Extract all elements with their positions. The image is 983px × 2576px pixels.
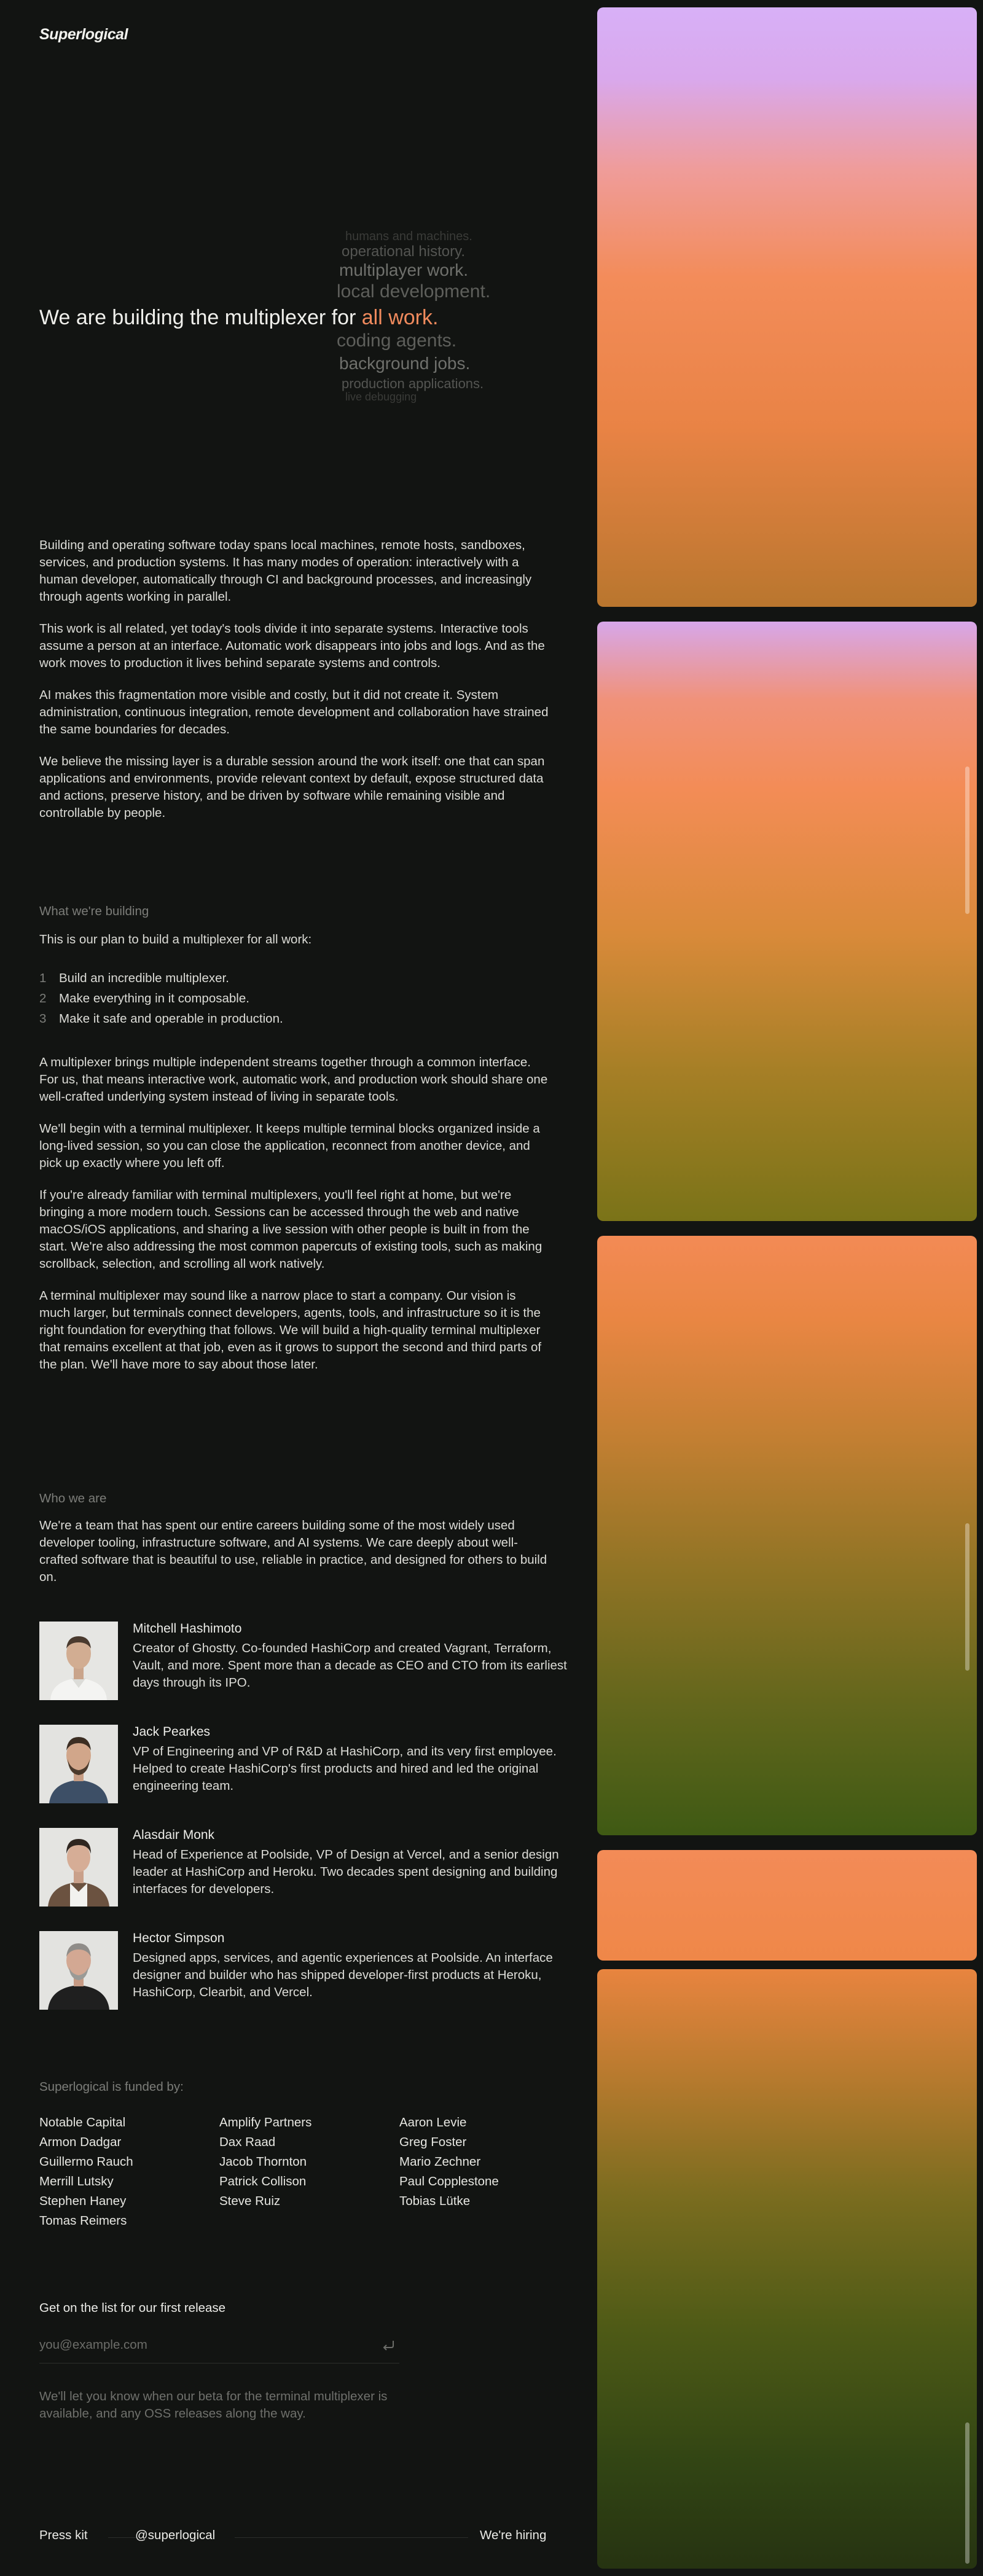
- building-lead: [39, 931, 549, 963]
- team-lead-text: We're a team that has spent our entire careers building some of the most widely used developer tooling, infrastructure software, and AI systems. We care deeply about well-crafted software that is beautiful to use, reliable in practice, and designed for others to build on.: [39, 1518, 547, 1584]
- funder-name: Armon Dadgar: [39, 2135, 122, 2149]
- rolling-word: background jobs.: [339, 354, 471, 373]
- member-bio: Head of Experience at Poolside, VP of Design at Vercel, and a senior design leader at HashiCorp and Heroku. Two decades spent designing and building interfaces for developers.: [133, 1848, 559, 1896]
- intro-paragraph: AI makes this fragmentation more visible and costly, but it did not create it. System administration, continuous integration, remote development and collaboration have strained the same boundaries for decades.: [39, 688, 549, 736]
- funder-name: Patrick Collison: [219, 2174, 307, 2188]
- rolling-word: live debugging: [345, 391, 417, 403]
- gradient-panels: [597, 0, 983, 2576]
- funder-name: Mario Zechner: [399, 2155, 481, 2169]
- team-member: [39, 1931, 553, 2011]
- funder-name: Paul Copplestone: [399, 2174, 499, 2188]
- building-paragraph: If you're already familiar with terminal multiplexers, you'll feel right at home, but we're bringing a more modern touch. Sessions can be accessed through the web and native macOS/iOS applications, and sharing a live session with other people is built in from the start. We're also addressing the most common papercuts of existing tools, such as making scrollback, selection, and scrolling all work natively.: [39, 1188, 542, 1271]
- member-bio: Creator of Ghostty. Co-founded HashiCorp and created Vagrant, Terraform, Vault, and more. Spent more than a decade as CEO and CTO from its earliest days through its IPO.: [133, 1641, 567, 1690]
- funder-name: Steve Ruiz: [219, 2194, 281, 2208]
- building-text: [39, 1054, 549, 1388]
- team-member: [39, 1828, 559, 1908]
- gradient-panel: [597, 1850, 977, 1961]
- portrait-photo: [39, 1931, 118, 2010]
- plan-item: [39, 968, 283, 988]
- team-lead: [39, 1517, 549, 1601]
- signup-form: [39, 2332, 399, 2363]
- rolling-word: operational history.: [342, 243, 465, 260]
- portrait-photo: [39, 1622, 118, 1700]
- funder-name: Tomas Reimers: [39, 2214, 127, 2228]
- funder-name: Stephen Haney: [39, 2194, 127, 2208]
- plan-item-text: Make it safe and operable in production.: [59, 1012, 283, 1026]
- press-kit-link[interactable]: Press kit: [39, 2528, 88, 2542]
- hiring-link[interactable]: We're hiring: [480, 2528, 547, 2542]
- intro-text: [39, 537, 549, 837]
- rolling-word: multiplayer work.: [339, 260, 469, 279]
- member-name: Jack Pearkes: [133, 1725, 211, 1739]
- funder-name: Tobias Lütke: [399, 2194, 471, 2208]
- funder-name: Greg Foster: [399, 2135, 467, 2149]
- team-label: Who we are: [39, 1491, 107, 1505]
- panel-scrollbar[interactable]: [965, 2422, 969, 2564]
- plan-item-number: 1: [39, 971, 47, 985]
- gradient-panel[interactable]: [597, 1969, 977, 2569]
- building-lead-text: This is our plan to build a multiplexer for all work:: [39, 932, 312, 946]
- building-paragraph: A multiplexer brings multiple independent streams together through a common interface. For us, that means interactive work, automatic work, and production work should share one well-crafted underlying system instead of living in separate tools.: [39, 1055, 548, 1104]
- funder-name: Notable Capital: [39, 2115, 126, 2129]
- plan-item-text: Build an incredible multiplexer.: [59, 971, 229, 985]
- email-input[interactable]: [39, 2333, 371, 2357]
- member-name: Hector Simpson: [133, 1931, 225, 1945]
- plan-item: [39, 988, 283, 1009]
- funders-column: [219, 2113, 391, 2211]
- plan-item-text: Make everything in it composable.: [59, 991, 249, 1005]
- funder-name: Merrill Lutsky: [39, 2174, 114, 2188]
- funder-name: Dax Raad: [219, 2135, 276, 2149]
- twitter-handle-link[interactable]: @superlogical: [135, 2528, 216, 2542]
- footer-divider: [235, 2537, 468, 2538]
- member-bio: Designed apps, services, and agentic experiences at Poolside. An interface designer and builder who has shipped developer-first products at Heroku, HashiCorp, Clearbit, and Vercel.: [133, 1951, 553, 1999]
- team-member: [39, 1622, 567, 1701]
- plan-item: [39, 1009, 283, 1029]
- intro-paragraph: Building and operating software today spans local machines, remote hosts, sandboxes, services, and production systems. It has many modes of operation: interactively with a human developer, automatically through CI and background processes, and increasingly through agents working in parallel.: [39, 538, 532, 604]
- intro-paragraph: This work is all related, yet today's tools divide it into separate systems. Interactive tools assume a person at an interface. Automatic work disappears into jobs and logs. And as the work moves to production it lives behind separate systems and controls.: [39, 622, 545, 670]
- plan-item-number: 3: [39, 1012, 47, 1026]
- rolling-word: local development.: [337, 281, 491, 302]
- signup-note: We'll let you know when our beta for the terminal multiplexer is available, and any OSS releases along the way.: [39, 2389, 388, 2421]
- rolling-word: coding agents.: [337, 330, 457, 351]
- funders-column: [399, 2113, 571, 2211]
- building-label: What we're building: [39, 904, 149, 918]
- building-paragraph: A terminal multiplexer may sound like a narrow place to start a company. Our vision is much larger, but terminals connect developers, agents, tools, and infrastructure so it is the right foundation for everything that follows. We will build a high-quality terminal multiplexer that remains excellent at that job, even as it grows to support the second and third parts of the plan. We'll have more to say about those later.: [39, 1289, 542, 1372]
- hero-title-accent: all work.: [361, 306, 439, 329]
- team-member: [39, 1725, 557, 1805]
- funder-name: Guillermo Rauch: [39, 2155, 133, 2169]
- footer-divider: [108, 2537, 138, 2538]
- hero-title-prefix: We are building the multiplexer for: [39, 306, 362, 329]
- intro-paragraph: We believe the missing layer is a durable session around the work itself: one that can span applications and environments, provide relevant context by default, expose structured data and actions, preserve history, and be driven by software while remaining visible and controllable by people.: [39, 754, 545, 820]
- rolling-word: production applications.: [342, 376, 484, 391]
- signup-title: Get on the list for our first release: [39, 2301, 226, 2315]
- gradient-panel[interactable]: [597, 622, 977, 1221]
- funders-label: Superlogical is funded by:: [39, 2080, 184, 2094]
- plan-list: [39, 968, 283, 1029]
- footer: [39, 2528, 550, 2547]
- member-name: Alasdair Monk: [133, 1828, 215, 1842]
- funders-column: [39, 2113, 211, 2231]
- gradient-panel: [597, 7, 977, 607]
- member-bio: VP of Engineering and VP of R&D at HashiCorp, and its very first employee. Helped to create HashiCorp's first products and hired and led the original engineering team.: [133, 1744, 557, 1793]
- funder-name: Jacob Thornton: [219, 2155, 307, 2169]
- enter-return-icon[interactable]: [378, 2335, 398, 2355]
- rolling-words: [337, 226, 546, 410]
- rolling-word: humans and machines.: [345, 230, 472, 243]
- plan-item-number: 2: [39, 991, 47, 1005]
- funder-name: Aaron Levie: [399, 2115, 467, 2129]
- portrait-photo: [39, 1828, 118, 1907]
- logo[interactable]: Superlogical: [39, 26, 128, 43]
- gradient-panel[interactable]: [597, 1236, 977, 1835]
- panel-scrollbar[interactable]: [965, 767, 969, 914]
- funder-name: Amplify Partners: [219, 2115, 312, 2129]
- member-name: Mitchell Hashimoto: [133, 1622, 242, 1636]
- panel-scrollbar[interactable]: [965, 1523, 969, 1671]
- building-paragraph: We'll begin with a terminal multiplexer. It keeps multiple terminal blocks organized inside a long-lived session, so you can close the application, reconnect from another device, and pick up exactly where you left off.: [39, 1122, 540, 1170]
- portrait-photo: [39, 1725, 118, 1803]
